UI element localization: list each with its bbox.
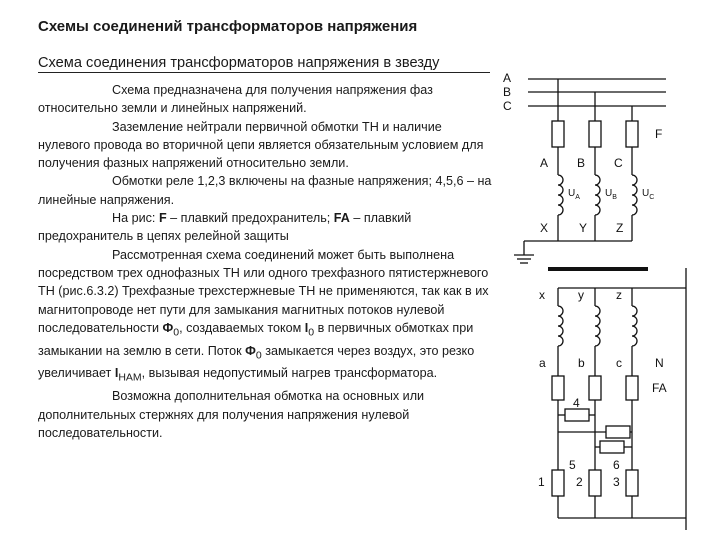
primary-winding-a [558,175,563,215]
p5-current-sub: 0 [308,326,315,339]
fuse-fa-c [626,376,638,400]
p5-text-a: Рассмотренная схема соединений может быть выполнена посредством трех однофазных ТН или одного трехфазного пятистержневого ТН (рис.6.3.2) Трехфазные трехстержневые ТН не применяются, так как в их магнитопроводе нет пути для замыкания магнитных потоков нулевой последовательности [38,247,489,335]
p4-text-c: – плавкий предохранитель в цепях релейной защиты [38,211,412,244]
fuse-fa-b [589,376,601,400]
secondary-label-b: b [578,356,585,370]
p5-phi: Ф [162,320,174,335]
p5-text-e: , вызывая недопустимый нагрев трансформатора. [141,366,438,381]
circuit-diagram [498,66,708,534]
fuse-fa-a [552,376,564,400]
bus-label-c: C [503,99,512,113]
p5-phi2: Ф [245,343,256,358]
p4-text-b: – плавкий предохранитель; [166,211,334,226]
p5-inam-sub: НАМ [118,372,142,384]
secondary-label-c: c [616,356,622,370]
p5-phi2-sub: 0 [255,349,262,362]
secondary-label-x: x [539,288,545,302]
paragraph-6: Возможна дополнительная обмотка на основных или дополнительных стержнях для получения напряжения нулевой последовательности. [38,389,425,440]
relay-label-5: 5 [569,458,576,472]
relay-label-3: 3 [613,475,620,489]
fuse-f-a [552,121,564,147]
p5-text-b: , создаваемых током [179,320,305,335]
relay-5 [600,441,624,453]
fuse-f-c [626,121,638,147]
secondary-label-y: y [578,288,584,302]
p5-current: I [304,320,309,335]
p5-text-d: замыкается через воздух, это резко увеличивает [38,343,475,381]
p4-label-fa: FA [333,211,350,226]
bus-label-a: A [503,71,512,85]
page-title: Схемы соединений трансформаторов напряжения [38,18,418,35]
body-text [38,81,493,442]
primary-winding-b [595,175,600,215]
fuse-label-fa: FA [652,381,667,395]
relay-label-1: 1 [538,475,545,489]
voltage-label-a: $U_A$ [568,188,580,201]
relay-4 [565,409,589,421]
secondary-label-z: z [616,288,622,302]
relay-label-6: 6 [613,458,620,472]
primary-label-y: Y [579,221,588,235]
relay-label-2: 2 [576,475,583,489]
secondary-winding-c [632,306,637,346]
magnetic-core [548,267,648,271]
fuse-f-b [589,121,601,147]
primary-label-z: Z [616,221,624,235]
secondary-winding-a [558,306,563,346]
bus-label-b: B [503,85,512,99]
p4-label-f: F [158,211,167,226]
p5-text-c: в первичных обмотках при замыкании на землю в сети. Поток [38,320,474,358]
secondary-winding-b [595,306,600,346]
section-subtitle: Схема соединения трансформаторов напряжения в звезду [38,55,490,73]
relay-2 [589,470,601,496]
relay-1 [552,470,564,496]
voltage-label-c: $U_C$ [642,188,655,201]
relay-label-4: 4 [573,396,580,410]
relay-6 [606,426,630,438]
voltage-label-b: $U_B$ [605,188,617,201]
relay-3 [626,470,638,496]
primary-label-x: X [540,221,549,235]
fuse-label-f: F [655,127,663,141]
p5-inam: I [114,366,119,381]
paragraph-1: Схема предназначена для получения напряжения фаз относительно земли и линейных напряжений. [38,83,433,116]
paragraph-5 [38,246,493,388]
primary-label-c: C [614,156,623,170]
neutral-label: N [655,356,664,370]
paragraph-2: Заземление нейтрали первичной обмотки ТН и наличие нулевого провода во вторичной цепи является обязательным условием для получения фазных напряжений относительно земли. [38,119,484,171]
paragraph-3: Обмотки реле 1,2,3 включены на фазные напряжения; 4,5,6 – на линейные напряжения. [38,174,492,207]
primary-winding-c [632,175,637,215]
primary-label-a: A [540,156,549,170]
p5-phi-sub: 0 [173,326,180,339]
secondary-label-a: a [539,356,546,370]
paragraph-4 [38,209,493,246]
primary-label-b: B [577,156,586,170]
p4-text-a: На рис: [112,211,159,226]
